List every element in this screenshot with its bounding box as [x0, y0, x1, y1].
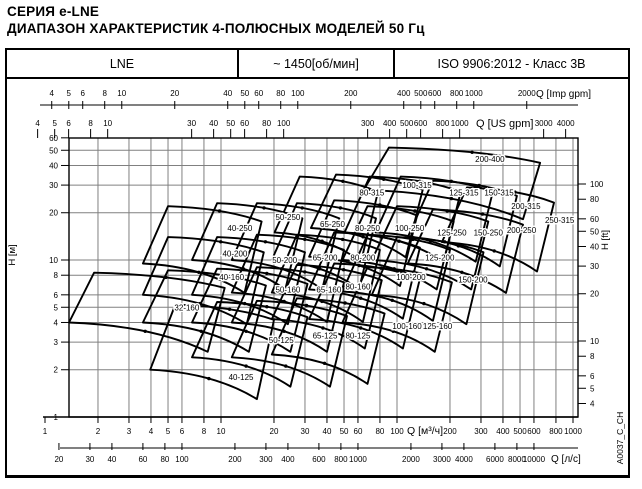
us-gpm-tick-label: 800 — [435, 119, 450, 128]
h-m-tick-label: 60 — [49, 133, 58, 143]
h-ft-tick-label: 100 — [590, 180, 604, 190]
model-label-65-250: 65-250 — [320, 219, 345, 229]
curve-marker-dot — [493, 249, 496, 252]
h-m-tick-label: 8 — [53, 271, 58, 281]
curve-marker-dot — [357, 264, 360, 267]
h-m-tick-label: 3 — [53, 338, 58, 348]
imp-gpm-tick-label: 10 — [117, 89, 127, 98]
model-label-250-315: 250-315 — [544, 215, 575, 225]
imp-gpm-tick-label: 1000 — [464, 89, 483, 98]
model-label-40-125: 40-125 — [228, 372, 254, 382]
us-gpm-tick-label: 400 — [382, 119, 397, 128]
model-label-40-160: 40-160 — [219, 272, 245, 282]
us-gpm-tick-label: 1000 — [450, 119, 469, 128]
curve-marker-dot — [144, 330, 147, 333]
us-gpm-tick-label: 50 — [226, 119, 236, 128]
ls-tick-label: 300 — [259, 455, 273, 464]
m3h-tick-label: 50 — [339, 427, 349, 436]
curve-marker-dot — [361, 235, 364, 238]
ls-axis-label: Q [л/с] — [551, 454, 581, 465]
curve-marker-dot — [391, 299, 394, 302]
curve-marker-dot — [321, 326, 324, 329]
curve-marker-dot — [262, 206, 265, 209]
spec-speed-cell: ~ 1450[об/мин] — [237, 50, 395, 77]
spec-header-row — [5, 48, 630, 79]
model-label-125-200: 125-200 — [425, 253, 455, 263]
us-gpm-tick-label: 5 — [52, 119, 57, 128]
model-label-80-125: 80-125 — [345, 331, 371, 341]
model-label-50-200: 50-200 — [272, 256, 298, 265]
model-label-65-125: 65-125 — [312, 331, 338, 341]
model-label-125-160: 125-160 — [422, 321, 453, 331]
us-gpm-tick-label: 10 — [103, 119, 113, 128]
m3h-tick-label: 60 — [353, 427, 363, 436]
ls-tick-label: 3000 — [433, 455, 451, 464]
drawing-code-label: A0037_C_CH — [615, 411, 625, 465]
ls-tick-label: 20 — [54, 455, 64, 464]
curve-marker-dot — [303, 270, 306, 273]
imp-gpm-tick-label: 2000 — [517, 89, 536, 98]
curve-marker-dot — [341, 180, 344, 183]
curve-marker-dot — [284, 364, 287, 367]
model-label-100-160: 100-160 — [392, 321, 422, 331]
model-label-80-250: 80-250 — [355, 223, 380, 233]
ls-tick-label: 600 — [312, 455, 326, 464]
curve-marker-dot — [320, 300, 323, 303]
m3h-tick-label: 200 — [443, 427, 457, 436]
curve-marker-dot — [244, 364, 247, 367]
us-gpm-tick-label: 600 — [413, 119, 428, 128]
h-m-tick-label: 50 — [49, 146, 58, 156]
curve-marker-dot — [339, 206, 342, 209]
curve-marker-dot — [393, 267, 396, 270]
m3h-tick-label: 500 — [513, 427, 527, 436]
model-label-50-250: 50-250 — [275, 212, 301, 222]
m3h-tick-label: 3 — [126, 427, 132, 436]
curve-marker-dot — [280, 267, 283, 270]
curve-marker-dot — [305, 304, 308, 307]
m3h-tick-label: 30 — [300, 427, 310, 436]
imp-gpm-tick-label: 800 — [450, 89, 464, 98]
us-gpm-tick-label: 80 — [262, 119, 272, 128]
curve-marker-dot — [341, 238, 344, 241]
curve-marker-dot — [460, 271, 463, 274]
curve-marker-dot — [425, 267, 428, 270]
m3h-tick-label: 400 — [496, 427, 510, 436]
us-gpm-tick-label: 3000 — [534, 119, 553, 128]
h-m-axis-label: H [м] — [7, 244, 18, 266]
imp-gpm-tick-label: 500 — [414, 89, 428, 98]
model-label-200-315: 200-315 — [511, 202, 541, 212]
h-ft-tick-label: 30 — [590, 262, 599, 272]
imp-gpm-tick-label: 20 — [170, 89, 180, 98]
us-gpm-tick-label: 500 — [399, 119, 414, 128]
curve-marker-dot — [197, 271, 200, 274]
curve-marker-dot — [219, 240, 222, 243]
us-gpm-tick-label: 40 — [209, 119, 219, 128]
curve-marker-dot — [264, 240, 267, 243]
imp-gpm-tick-label: 50 — [240, 89, 250, 98]
curve-marker-dot — [359, 297, 362, 300]
model-label-125-250: 125-250 — [437, 228, 467, 238]
imp-gpm-tick-label: 600 — [428, 89, 442, 98]
curve-marker-dot — [303, 238, 306, 241]
m3h-tick-label: 300 — [474, 427, 488, 436]
curve-marker-dot — [207, 377, 210, 380]
curve-marker-dot — [470, 151, 473, 154]
curve-marker-dot — [323, 362, 326, 365]
m3h-tick-label: 8 — [201, 427, 207, 436]
model-label-65-160: 65-160 — [316, 285, 342, 295]
m3h-tick-label: 20 — [269, 427, 279, 436]
h-m-tick-label: 5 — [53, 303, 58, 313]
m3h-tick-label: 2 — [95, 427, 101, 436]
imp-gpm-tick-label: 80 — [276, 89, 286, 98]
h-m-tick-label: 2 — [53, 365, 58, 375]
model-label-150-315: 150-315 — [484, 188, 514, 198]
h-m-tick-label: 20 — [49, 208, 58, 218]
us-gpm-tick-label: 8 — [88, 119, 93, 128]
h-ft-tick-label: 6 — [590, 371, 595, 381]
model-label-100-315: 100-315 — [402, 181, 432, 191]
curve-marker-dot — [320, 240, 323, 243]
imp-gpm-axis-label: Q [Imp gpm] — [536, 89, 592, 100]
us-gpm-tick-label: 6 — [66, 119, 71, 128]
ls-tick-label: 40 — [107, 455, 117, 464]
curve-marker-dot — [282, 300, 285, 303]
m3h-tick-label: 100 — [390, 427, 404, 436]
h-m-tick-label: 4 — [53, 318, 58, 328]
ls-tick-label: 80 — [160, 455, 170, 464]
model-label-100-250: 100-250 — [394, 223, 425, 233]
imp-gpm-tick-label: 6 — [80, 89, 85, 98]
model-label-200-400: 200-400 — [475, 154, 505, 164]
model-label-65-200: 65-200 — [312, 253, 338, 263]
h-m-tick-label: 40 — [49, 161, 58, 171]
ls-tick-label: 60 — [138, 455, 148, 464]
ls-tick-label: 400 — [281, 455, 295, 464]
h-ft-tick-label: 5 — [590, 384, 595, 394]
model-label-80-315: 80-315 — [359, 188, 385, 198]
us-gpm-tick-label: 60 — [240, 119, 250, 128]
h-ft-tick-label: 4 — [590, 399, 595, 409]
m3h-tick-label: 4 — [148, 427, 154, 436]
curve-marker-dot — [265, 305, 268, 308]
imp-gpm-tick-label: 200 — [344, 89, 358, 98]
plot-frame — [69, 138, 578, 417]
us-gpm-tick-label: 300 — [360, 119, 375, 128]
spec-standard-cell: ISO 9906:2012 - Класс 3B — [437, 56, 586, 71]
model-label-150-250: 150-250 — [473, 228, 503, 238]
curve-marker-dot — [342, 268, 345, 271]
curve-marker-dot — [318, 267, 321, 270]
model-label-200-250: 200-250 — [506, 226, 537, 236]
ls-tick-label: 100 — [175, 455, 189, 464]
series-title: СЕРИЯ e-LNE — [7, 4, 100, 19]
imp-gpm-tick-label: 8 — [102, 89, 107, 98]
m3h-tick-label: 10 — [216, 427, 226, 436]
h-m-tick-label: 30 — [49, 181, 58, 191]
imp-gpm-tick-label: 400 — [397, 89, 411, 98]
curve-marker-dot — [481, 212, 484, 215]
range-title: ДИАПАЗОН ХАРАКТЕРИСТИК 4-ПОЛЮСНЫХ МОДЕЛЕЙ 50 Гц — [7, 21, 425, 36]
us-gpm-tick-label: 4 — [35, 119, 40, 128]
h-ft-tick-label: 60 — [590, 214, 599, 224]
curve-marker-dot — [359, 326, 362, 329]
curve-marker-dot — [218, 209, 221, 212]
m3h-tick-label: 800 — [549, 427, 563, 436]
model-label-80-200: 80-200 — [350, 253, 376, 263]
curve-marker-dot — [457, 244, 460, 247]
pump-envelope-40-125 — [150, 305, 274, 400]
model-label-80-160: 80-160 — [345, 282, 371, 292]
h-ft-tick-label: 8 — [590, 352, 595, 362]
curve-marker-dot — [450, 197, 453, 200]
curve-marker-dot — [301, 206, 304, 209]
curve-marker-dot — [243, 302, 246, 305]
model-label-50-125: 50-125 — [268, 335, 294, 345]
ls-tick-label: 30 — [85, 455, 95, 464]
h-ft-tick-label: 20 — [590, 289, 599, 299]
h-m-tick-label: 6 — [53, 290, 58, 300]
h-ft-tick-label: 80 — [590, 195, 599, 205]
h-ft-tick-label: 10 — [590, 337, 599, 347]
model-label-100-200: 100-200 — [396, 272, 426, 282]
h-ft-tick-label: 40 — [590, 242, 599, 252]
ls-tick-label: 8000 — [508, 455, 526, 464]
m3h-tick-label: 1000 — [564, 427, 582, 436]
h-m-tick-label: 1 — [53, 413, 58, 422]
h-ft-axis-label: H [ft] — [600, 229, 611, 251]
imp-gpm-tick-label: 40 — [223, 89, 233, 98]
ls-tick-label: 800 — [334, 455, 348, 464]
imp-gpm-tick-label: 4 — [49, 89, 54, 98]
ls-tick-label: 1000 — [349, 455, 367, 464]
h-ft-tick-label: 50 — [590, 227, 599, 237]
us-gpm-tick-label: 30 — [187, 119, 197, 128]
m3h-tick-label: 6 — [179, 427, 185, 436]
curve-marker-dot — [228, 308, 231, 311]
m3h-tick-label: 1 — [42, 427, 48, 436]
ls-tick-label: 200 — [228, 455, 242, 464]
curve-marker-dot — [242, 267, 245, 270]
imp-gpm-tick-label: 60 — [254, 89, 264, 98]
imp-gpm-tick-label: 5 — [66, 89, 72, 98]
m3h-tick-label: 600 — [527, 427, 541, 436]
ls-tick-label: 4000 — [455, 455, 473, 464]
ls-tick-label: 2000 — [402, 455, 420, 464]
ls-tick-label: 10000 — [522, 455, 546, 464]
model-label-125-315: 125-315 — [449, 188, 479, 198]
us-gpm-tick-label: 100 — [276, 119, 291, 128]
us-gpm-tick-label: 4000 — [556, 119, 575, 128]
model-label-50-160: 50-160 — [275, 285, 301, 295]
curve-marker-dot — [422, 302, 425, 305]
imp-gpm-tick-label: 100 — [291, 89, 305, 98]
spec-series-cell: LNE — [109, 56, 135, 71]
ls-tick-label: 6000 — [486, 455, 504, 464]
model-label-40-250: 40-250 — [227, 223, 253, 233]
m3h-tick-label: 5 — [165, 427, 171, 436]
model-label-32-160: 32-160 — [174, 303, 200, 313]
m3h-tick-label: 40 — [322, 427, 332, 436]
h-m-tick-label: 10 — [49, 256, 58, 265]
m3h-tick-label: 80 — [375, 427, 385, 436]
curve-marker-dot — [477, 184, 480, 187]
curve-marker-dot — [265, 272, 268, 275]
model-label-150-200: 150-200 — [458, 275, 488, 285]
m3h-axis-label: Q [м³/ч] — [407, 425, 444, 437]
curve-marker-dot — [397, 240, 400, 243]
curve-marker-dot — [343, 301, 346, 304]
us-gpm-axis-label: Q [US gpm] — [476, 118, 534, 130]
model-label-40-200: 40-200 — [222, 249, 248, 259]
